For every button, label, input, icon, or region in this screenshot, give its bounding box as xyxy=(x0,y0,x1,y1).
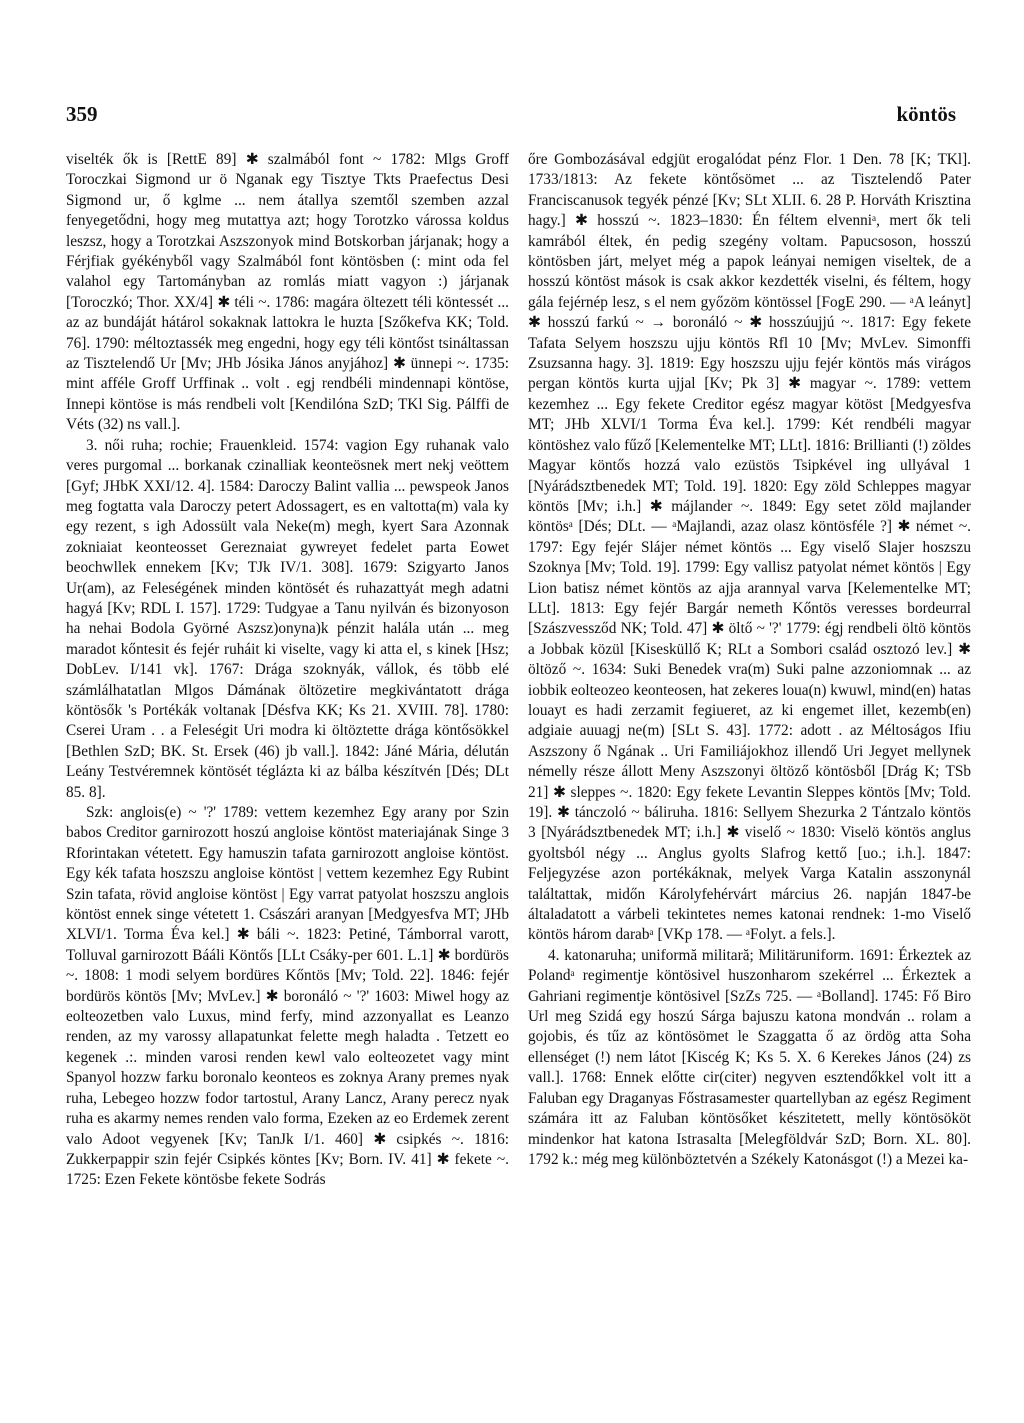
entry-paragraph: 4. katonaruha; uniformă militară; Militäruniform. 1691: Érkeztek az Polandᵃ regimentje köntösivel huszonharom szekérrel ... Érkeztek a Gahriani regimentje köntösivel [SzZs 725. — ᵃBolland]. 1745: Fő Biro Url meg Szidá egy hoszú Sárga bajuszu katona mondván .. rolam a gojobis, és tűz az köntösömet le Szaggatta ő az ördög atta Soha ellenséget (!) nem látot [Kiscég K; Ks 5. X. 6 Kerekes János (24) zs vall.]. 1768: Ennek előtte cir(citer) negyven esztendőkkel volt itt a Faluban egy Draganyas Főstrasamester quartellyban az egész Regiment számára itt az Faluban köntösőket készitetett, melly köntösököt mindenkor hat katona Istrasalta [Melegföldvár SzD; Born. XL. 80]. 1792 k.: még meg különböztetvén a Székely Katonásgot (!) a Mezei ka- xyxy=(528,946,971,1168)
running-head: köntös xyxy=(896,102,956,126)
left-column xyxy=(66,150,509,1410)
entry-paragraph: őre Gombozásával edgjüt erogalódat pénz Flor. 1 Den. 78 [K; TKl]. 1733/1813: Az fekete köntősömet ... az Tisztelendő Pater Franciscanusok tegyék pénzé [Kv; SLt XLII. 6. 28 P. Horváth Krisztina hagy.] ✱ hosszú ~. 1823–1830: Én féltem elvenniᵃ, mert ők teli kamrából éltek, én pedig szegény voltam. Papucsoson, hosszú köntösben járt, melyet még a papok leányai nemigen viseltek, de a hosszú köntöst mások is csak akkor kezdették viselni, és féltem, hogy gála fejérnép lesz, s el nem győzöm köntössel [FogE 290. — ᵃA leányt] ✱ hosszú farkú ~ → boronáló ~ ✱ hosszúujjú ~. 1817: Egy fekete Tafata Selyem hoszszu ujju köntös Rfl 10 [Mv; MvLev. Simonffi Zsuzsanna hagy. 3]. 1819: Egy hoszszu ujju fejér köntös más virágos pergan köntös kurta ujjal [Kv; Pk 3] ✱ magyar ~. 1789: vettem kezemhez ... Egy fekete Creditor egész magyar kötöst [Medgyesfva MT; JHb XLVI/1 Torma Éva kel.]. 1799: Két rendbéli magyar köntöshez valo fűző [Kelementelke MT; LLt]. 1816: Brillianti (!) zöldes Magyar köntős hozzá valo ezüstös Tsipkével ing ullyával 1 [Nyárádsztbenedek MT; Told. 19]. 1820: Egy zöld Schleppes magyar köntös [Mv; i.h.] ✱ májlander ~. 1849: Egy setet zöld majlander köntösᵃ [Dés; DLt. — ᵃMajlandi, azaz olasz köntösféle ?] ✱ német ~. 1797: Egy fejér Slájer német köntös ... Egy viselő Slajer hoszszu Szoknya [Mv; Told. 19]. 1799: Egy vallisz patyolat német köntös | Egy Lion batisz német köntös az ajja arannyal varva [Kelementelke MT; LLt]. 1813: Egy fejér Bargár nemeth Kőntös veresses bordeurral [Szászvessződ NK; Told. 47] ✱ öltő ~ '?' 1779: égj rendbeli öltö köntös a Jobbak közül [Kisesküllő K; RLt a Sombori család osztozó lev.] ✱ öltöző ~. 1634: Suki Benedek vra(m) Suki palne azzoniomnak ... az iobbik eolteozeo keonteosen, hat zekeres loua(n) kwuwl, mind(en) hatas louayt es hadi zerzamit fegiueret, az ki engemet illet, kezemb(en) adgiaie auuagj ne(m) [SLt S. 43]. 1772: adott . az Méltoságos Ifiu Aszszony ő Ngának .. Uri Familiájokhoz illendő Uri Jegyet mellynek némelly része állott Meny Aszszonyi öltöző köntösből [Drág K; TSb 21] ✱ sleppes ~. 1820: Egy fekete Levantin Sleppes köntös [Mv; Told. 19]. ✱ tánczoló ~ báliruha. 1816: Sellyem Shezurka 2 Tántzalo köntös 3 [Nyárádsztbenedek MT; i.h.] ✱ viselő ~ 1830: Viselö köntös anglus gyoltsból négy ... Anglus gyolts Slafrog kettő [uo.; i.h.]. 1847: Feljegyzése azon portékáknak, melyek Varga Katalin asszonynál találtattak, midőn Károlyfehérvárt március 26. napján 1847-be általadatott a várbeli tekintetes nemes katonai rendnek: 1-mo Viselő köntös három darabᵃ [VKp 178. — ᵃFolyt. a fels.]. xyxy=(528,151,971,944)
entry-paragraph: 3. női ruha; rochie; Frauenkleid. 1574: vagion Egy ruhanak valo veres purgomal ... borkanak czinalliak keonteösnek mert nekj veöttem [Gyf; JHbK XXI/12. 4]. 1584: Daroczy Balint vallia ... pewspeok Janos meg fogtatta vala Daroczy petert Adossagert, es en valtotta(m) vala ky egy rezent, s igh Adossült vala Neke(m) megh, kyert Sara Azonnak zokniaiat keonteosset Gereznaiat gywreyet fedelet parta Eowet beochwllek ennekem [Kv; TJk IV/1. 308]. 1679: Szigyarto Janos Ur(am), az Feleségének minden köntösét és ruhazattyát megh adatni hagyá [Kv; RDL I. 157]. 1729: Tudgyae a Tanu nyilván és bizonyoson ha nehai Bodola Györné Aszsz)onyna)k pénzit halála után ... meg maradot kőntesit és fejér ruháit ki viselte, vagy ki atta el, s kinek [Hsz; DobLev. I/141 vk]. 1767: Drága szoknyák, vállok, és több elé számlálhatatlan Mlgos Dámának öltözetire megkivántatott drága köntösők 's Portékák voltanak [Désfva KK; Ks 21. XVIII. 78]. 1780: Cserei Uram . . a Feleségit Uri modra ki öltöztette drága köntősökkel [Bethlen SzD; BK. St. Ersek (46) jb vall.]. 1842: Jáné Mária, délután Leány Testvéremnek köntösét téglázta ki az bálba készítvén [Dés; DLt 85. 8]. xyxy=(66,436,509,801)
entry-paragraph: Szk: anglois(e) ~ '?' 1789: vettem kezemhez Egy arany por Szin babos Creditor garnirozott hoszú angloise köntöst materiajának Singe 3 Rforintakan vétetett. Egy hamuszin tafata garnirozott angloise köntöst. Egy kék tafata hoszszu angloise köntöst | vettem kezemhez Egy Rubint Szin tafata, rövid angloise köntöst | Egy varrat patyolat hoszszu anglois köntöst ennek singe vétetett 1. Császári aranyan [Medgyesfva MT; JHb XLVI/1. Torma Éva kel.] ✱ báli ~. 1823: Petiné, Támborral varott, Tolluval garnirozott Bááli Köntős [LLt Csáky-per 601. L.1] ✱ bordürös ~. 1808: 1 modi selyem bordüres Kőntös [Mv; Told. 22]. 1846: fejér bordürös köntös [Mv; MvLev.] ✱ boronáló ~ '?' 1603: Miwel hogy az eolteozetben valo Luxus, mind ferfy, mind azzonyallat es Leanzo renden, az my varossy allapatunkat felette megh haladta . Tetzett eo kegenek .:. minden varosi renden kewl valo eolteozetet vagy mint Spanyol hozzw farku boronalo keonteos es zoknya Arany premes nyak ruha, Lebegeo hozzw fodor tartostul, Arany Lancz, Arany perecz nyak ruha es akarmy nemes renden valo forma, Ezeken az eo Erdemek zerent valo Adoot vegyenek [Kv; TanJk I/1. 460] ✱ csipkés ~. 1816: Zukkerpappir szin fejér Csipkés köntes [Kv; Born. IV. 41] ✱ fekete ~. 1725: Ezen Fekete köntösbe fekete Sodrás xyxy=(66,804,509,1189)
page-number: 359 xyxy=(66,102,98,126)
page-header xyxy=(66,102,956,132)
entry-paragraph: viselték ők is [RettE 89] ✱ szalmából font ~ 1782: Mlgs Groff Toroczkai Sigmond ur ö Nganak egy Tisztye Tkts Praefectus Desi Sigmond ur, ő kglme ... nem átallya szemtől szemben azzal fenyegetődni, hogy meg mutattya azt; hogy Torotzko várossa koldus leszsz, hogy a Torotzkai Aszszonyok mind Botskorban járjanak; hogy a Férjfiak gyékényből vagy Szalmából font köntösben (: mint oda fel valahol egy Tartományban az romlás miatt vagyon :) járjanak [Toroczkó; Thor. XX/4] ✱ téli ~. 1786: magára öltezett téli köntessét ... az az bundáját hátárol sokaknak lattokra le huzta [Szőkefva KK; Told. 76]. 1790: méltoztassék meg engedni, hogy egy téli köntőst tsináltassan az Tisztelendő Ur [Mv; JHb Jósika János anyjához] ✱ ünnepi ~. 1735: mint afféle Groff Urffinak .. volt . egj rendbéli mindennapi köntöse, Innepi köntöse is más rendbeli volt [Kendilóna SzD; TKl Sig. Pálffi de Véts (32) ns vall.]. xyxy=(66,151,509,434)
right-column xyxy=(528,150,971,1410)
